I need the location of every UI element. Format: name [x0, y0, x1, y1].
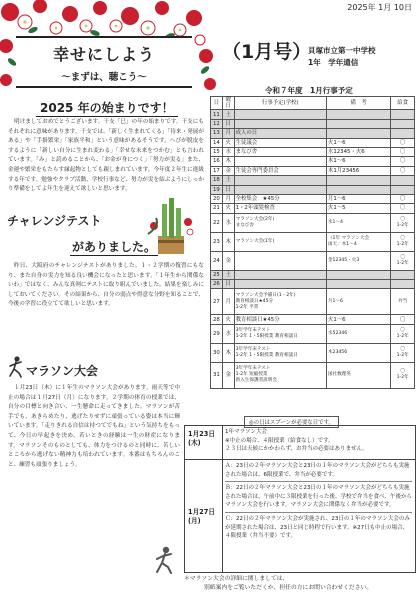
case-c: Ｃ：22日の２年マラソン大会が実施され、23日の１年のマラソン大会のみが延期された場合は、23日と同じ時程で行います。※27日も中止の場合、４限授業（弁当不要）です。	[225, 515, 410, 540]
schedule-cell-note: 水52346	[326, 324, 390, 343]
schedule-cell-lunch	[391, 110, 415, 119]
schedule-cell-weekday: 水	[222, 147, 234, 156]
schedule-cell-event	[234, 280, 326, 289]
marathon-body: １月23日（木）に１年生のマラソン大会があります。雨天等で中止の場合は１月27日（月）になります。２学期の体育の授業では、自分の目標と向き合い、一生懸命に走ってきました。マラソンが苦手でも、あきらめたり、逃げたりせずに頑張っている姿は本当に輝いています。「走りきれる自信は持つてでもね」という気持ちをもって、今日の早起きを決め、若いときの経験は一生の財産になります。マラソンそのものとしても、体力をつけるのと同時に、苦しいところから逃げない精神力も培われています。本番はもちろんのこと、練習も頑張りましょう。	[8, 385, 180, 468]
marathon-row-2-date	[188, 508, 215, 526]
schedule-cell-note	[326, 270, 390, 279]
schedule-cell-lunch	[391, 270, 415, 279]
schedule-cell-note: 水1～4	[326, 213, 390, 232]
col-header-note: 備 考	[326, 97, 390, 110]
marathon-row-1-text	[225, 428, 412, 454]
marathon-row-2	[185, 460, 415, 574]
schedule-cell-note	[326, 185, 390, 194]
date-text: 1月27日 (月)	[188, 508, 215, 525]
schedule-cell-event	[234, 110, 326, 119]
school-name: 貝塚市立第一中学校	[308, 46, 376, 55]
schedule-cell-weekday: 日	[222, 280, 234, 289]
schedule-row	[211, 343, 415, 362]
schedule-cell-note: 国社数理英	[326, 362, 390, 388]
marathon-row-1	[185, 426, 415, 460]
schedule-row	[211, 324, 415, 343]
schedule-cell-lunch: 〇 1-2年	[391, 324, 415, 343]
schedule-cell-lunch: 弁当	[391, 289, 415, 315]
schedule-cell-weekday: 水	[222, 213, 234, 232]
newsletter-title-box	[16, 36, 192, 88]
schedule-row	[211, 213, 415, 232]
schedule-cell-lunch	[391, 119, 415, 128]
schedule-row	[211, 204, 415, 213]
schedule-cell-lunch: 〇 1-2年	[391, 343, 415, 362]
schedule-cell-event: マラソン大会(1年)	[234, 232, 326, 251]
schedule-cell-event: 生徒議会	[234, 138, 326, 147]
schedule-cell-event	[234, 119, 326, 128]
schedule-cell-lunch: 〇	[391, 157, 415, 166]
schedule-cell-note: 金12345・火3	[326, 251, 390, 270]
schedule-cell-event: 3年学年末テスト 1-2年 1・5限授業 教育相談日	[234, 324, 326, 343]
newsletter-subtitle: ～まずは、聴こう～	[61, 72, 147, 83]
schedule-cell-event	[234, 251, 326, 270]
schedule-cell-lunch: 〇	[391, 138, 415, 147]
challenge-body: 昨日、大阪府のチャレンジテストがありました。１・２学期の復習にもなり、また自身の実力を知る良い機会になったと思います。「１年生から関係ないわ」ではなく、みんな真剣にテストに取り組んでいました。結果を楽しみにしておいてください。その結果から、自分の弱点や得意な分野を知ることで、今後の学習に役立てて欲しいと思います。	[8, 263, 204, 308]
schedule-cell-weekday: 土	[222, 110, 234, 119]
schedule-cell-weekday: 金	[222, 251, 234, 270]
schedule-cell-day: 29	[211, 324, 223, 343]
schedule-cell-day: 18	[211, 176, 223, 185]
schedule-row	[211, 129, 415, 138]
schedule-cell-note: 月1～6	[326, 289, 390, 315]
schedule-cell-day: 24	[211, 251, 223, 270]
schedule-cell-day: 25	[211, 270, 223, 279]
schedule-cell-day: 20	[211, 194, 223, 203]
schedule-row	[211, 251, 415, 270]
schedule-cell-note: 火1～5	[326, 204, 390, 213]
schedule-cell-lunch	[391, 280, 415, 289]
schedule-table	[210, 96, 415, 389]
schedule-cell-lunch	[391, 129, 415, 138]
schedule-cell-day: 13	[211, 129, 223, 138]
schedule-row	[211, 138, 415, 147]
schedule-cell-note	[326, 129, 390, 138]
newyear-body: 明けましておめでとうございます。干支「巳」の年の始まりです。干支にもそれぞれに意味があります。干支では、「新しく生まれてくる」「待来・発展がある」や「手掛繁栄」「家族平和」という意味があるそうです。へびが脱皮をするように「新しい自分に生まれ変わる」「幸せな未来をつかむ」とも言われています。「み」と読めることから、「お金が身につく」「努力が実る」また、金運や繁栄をもたらす縁起物としても親しまれています。今年度２年生に進級する年です。勉強やクラブ活動、学校行事など、努力が実を結ぶようにしっかり準備をしてよ年生を迎えて欲しいと思います。	[8, 119, 204, 193]
info-text: 1年マラソン大会 ※中止の場合、４限授業（給食なし）です。 ２３日は天候にかかわらず、お弁当の必要はありません。	[225, 429, 368, 453]
schedule-row	[211, 185, 415, 194]
schedule-cell-lunch: 〇 1-2年	[391, 213, 415, 232]
schedule-cell-weekday: 木	[222, 232, 234, 251]
challenge-heading-line2: がありました。	[72, 240, 157, 254]
schedule-cell-note: 水12345・火6	[326, 147, 390, 156]
issue-date: 2025年 1月 10日	[347, 3, 412, 12]
schedule-cell-event: 3年学年末テスト 1-2年 短縮授業 新入生保護者説明会	[234, 362, 326, 388]
schedule-header-row	[211, 97, 415, 110]
marathon-row-1-date	[188, 430, 215, 448]
schedule-cell-day: 15	[211, 147, 223, 156]
schedule-cell-day: 16	[211, 157, 223, 166]
date-text: 1月23日 (木)	[188, 430, 215, 447]
schedule-row	[211, 166, 415, 175]
schedule-cell-lunch: 〇	[391, 194, 415, 203]
schedule-cell-lunch: 〇 1-2年	[391, 362, 415, 388]
spoon-note: ◎の日はスプーンが必要な日です。	[244, 416, 339, 428]
col-header-weekday: 曜日	[222, 97, 234, 110]
schedule-cell-event: 全校集会 ★45分	[234, 194, 326, 203]
footer-line-2: 別紙案内をご覧いただくか、担任の方にお問い合わせください。	[204, 585, 373, 591]
schedule-cell-note: 火1～6	[326, 138, 390, 147]
schedule-row	[211, 280, 415, 289]
schedule-cell-note: 月1～6	[326, 194, 390, 203]
schedule-row	[211, 119, 415, 128]
issue-number: （1月号）	[222, 41, 312, 63]
schedule-cell-event	[234, 185, 326, 194]
schedule-cell-weekday: 水	[222, 324, 234, 343]
schedule-cell-note	[326, 119, 390, 128]
schedule-cell-note: 木1月23456	[326, 166, 390, 175]
schedule-cell-day: 21	[211, 204, 223, 213]
schedule-cell-event: 3年学年末テスト 1-2年 1・5限授業 教育相談日	[234, 343, 326, 362]
schedule-cell-event: 教育相談日★45分	[234, 315, 326, 324]
schedule-cell-weekday: 月	[222, 194, 234, 203]
schedule-cell-weekday: 日	[222, 185, 234, 194]
schedule-cell-day: 12	[211, 119, 223, 128]
footer-line-1: ＊マラソン大会の詳細に関しましては、	[184, 576, 289, 582]
schedule-cell-lunch: 〇	[391, 147, 415, 156]
kadomatsu-icon	[140, 196, 202, 260]
schedule-row	[211, 176, 415, 185]
schedule-cell-weekday: 火	[222, 204, 234, 213]
schedule-row	[211, 147, 415, 156]
marathon-heading: マラソン大会	[26, 364, 99, 378]
schedule-cell-event	[234, 270, 326, 279]
schedule-cell-lunch: 〇 1-2年	[391, 232, 415, 251]
schedule-cell-event: 生徒会専門委員会	[234, 166, 326, 175]
case-a: Ａ：23日の２年マラソン大会と23日の１年のマラソン大会がどちらも実施された場合は、6限授業で、弁当が必要です。	[225, 462, 412, 482]
marathon-row-2-text	[225, 462, 412, 541]
schedule-cell-note: 木23456	[326, 343, 390, 362]
challenge-heading-line1: チャレンジテスト	[7, 214, 102, 228]
schedule-row	[211, 157, 415, 166]
schedule-cell-day: 27	[211, 289, 223, 315]
schedule-cell-note	[326, 280, 390, 289]
schedule-cell-event: まなび舎	[234, 147, 326, 156]
grade-label: 1年 学年通信	[308, 58, 359, 67]
schedule-cell-weekday: 土	[222, 176, 234, 185]
schedule-cell-lunch: 〇	[391, 166, 415, 175]
schedule-cell-note	[326, 176, 390, 185]
schedule-cell-event: 1・2年頭髪検査	[234, 204, 326, 213]
schedule-cell-event: マラソン大会予備日(1・2年) 教育相談日★45分 1-2年 平常	[234, 289, 326, 315]
newyear-heading: 2025 年の始まりです！	[36, 99, 178, 117]
schedule-cell-day: 14	[211, 138, 223, 147]
schedule-cell-weekday: 土	[222, 270, 234, 279]
schedule-cell-weekday: 月	[222, 129, 234, 138]
runner-icon	[152, 546, 178, 578]
schedule-cell-weekday: 金	[222, 362, 234, 388]
schedule-cell-day: 28	[211, 315, 223, 324]
schedule-cell-note: 火1～6	[326, 315, 390, 324]
schedule-row	[211, 270, 415, 279]
footer-note	[184, 575, 372, 593]
schedule-cell-lunch: 〇	[391, 204, 415, 213]
marathon-info-box	[184, 425, 416, 573]
schedule-cell-day: 11	[211, 110, 223, 119]
schedule-cell-weekday: 金	[222, 166, 234, 175]
schedule-cell-day: 22	[211, 213, 223, 232]
col-header-day: 日	[211, 97, 223, 110]
schedule-cell-day: 31	[211, 362, 223, 388]
schedule-cell-note: （1年 マラソン大会 雨天：木1～4	[326, 232, 390, 251]
schedule-cell-day: 23	[211, 232, 223, 251]
schedule-row	[211, 110, 415, 119]
schedule-cell-day: 19	[211, 185, 223, 194]
schedule-cell-lunch	[391, 185, 415, 194]
col-header-event: 行事予定(学校)	[234, 97, 326, 110]
schedule-cell-event: 成人の日	[234, 129, 326, 138]
schedule-cell-lunch: 〇 1-2年	[391, 251, 415, 270]
schedule-row	[211, 315, 415, 324]
schedule-row	[211, 289, 415, 315]
case-b: Ｂ：22日の２年マラソン大会と23日の１年のマラソン大会がどちらも実施された場合は、午前中に３限授業を行った後、学校で弁当を食べ、午後からマラソン大会を行います。マラソン大会に関係なく弁当が必要です。	[225, 482, 412, 513]
schedule-cell-note	[326, 110, 390, 119]
schedule-cell-lunch	[391, 176, 415, 185]
schedule-cell-lunch: 〇	[391, 315, 415, 324]
newsletter-title: 幸せにしよう	[52, 45, 155, 64]
schedule-row	[211, 194, 415, 203]
schedule-cell-day: 30	[211, 343, 223, 362]
schedule-row	[211, 362, 415, 388]
schedule-cell-day: 26	[211, 280, 223, 289]
schedule-cell-weekday: 木	[222, 343, 234, 362]
schedule-cell-weekday: 月	[222, 289, 234, 315]
schedule-cell-weekday: 火	[222, 138, 234, 147]
col-header-lunch: 給食	[391, 97, 415, 110]
schedule-body	[211, 110, 415, 388]
schedule-row	[211, 232, 415, 251]
schedule-cell-weekday: 木	[222, 157, 234, 166]
schedule-cell-weekday: 日	[222, 119, 234, 128]
runner-icon	[6, 356, 26, 382]
schedule-cell-note: 木1～6	[326, 157, 390, 166]
schedule-cell-weekday: 火	[222, 315, 234, 324]
schedule-cell-event: マラソン大会(2年) まなび舎	[234, 213, 326, 232]
schedule-cell-event	[234, 176, 326, 185]
schedule-heading: 令和７年度 1月行事予定	[265, 86, 353, 95]
schedule-cell-event	[234, 157, 326, 166]
school-info	[308, 45, 376, 69]
schedule-cell-day: 17	[211, 166, 223, 175]
